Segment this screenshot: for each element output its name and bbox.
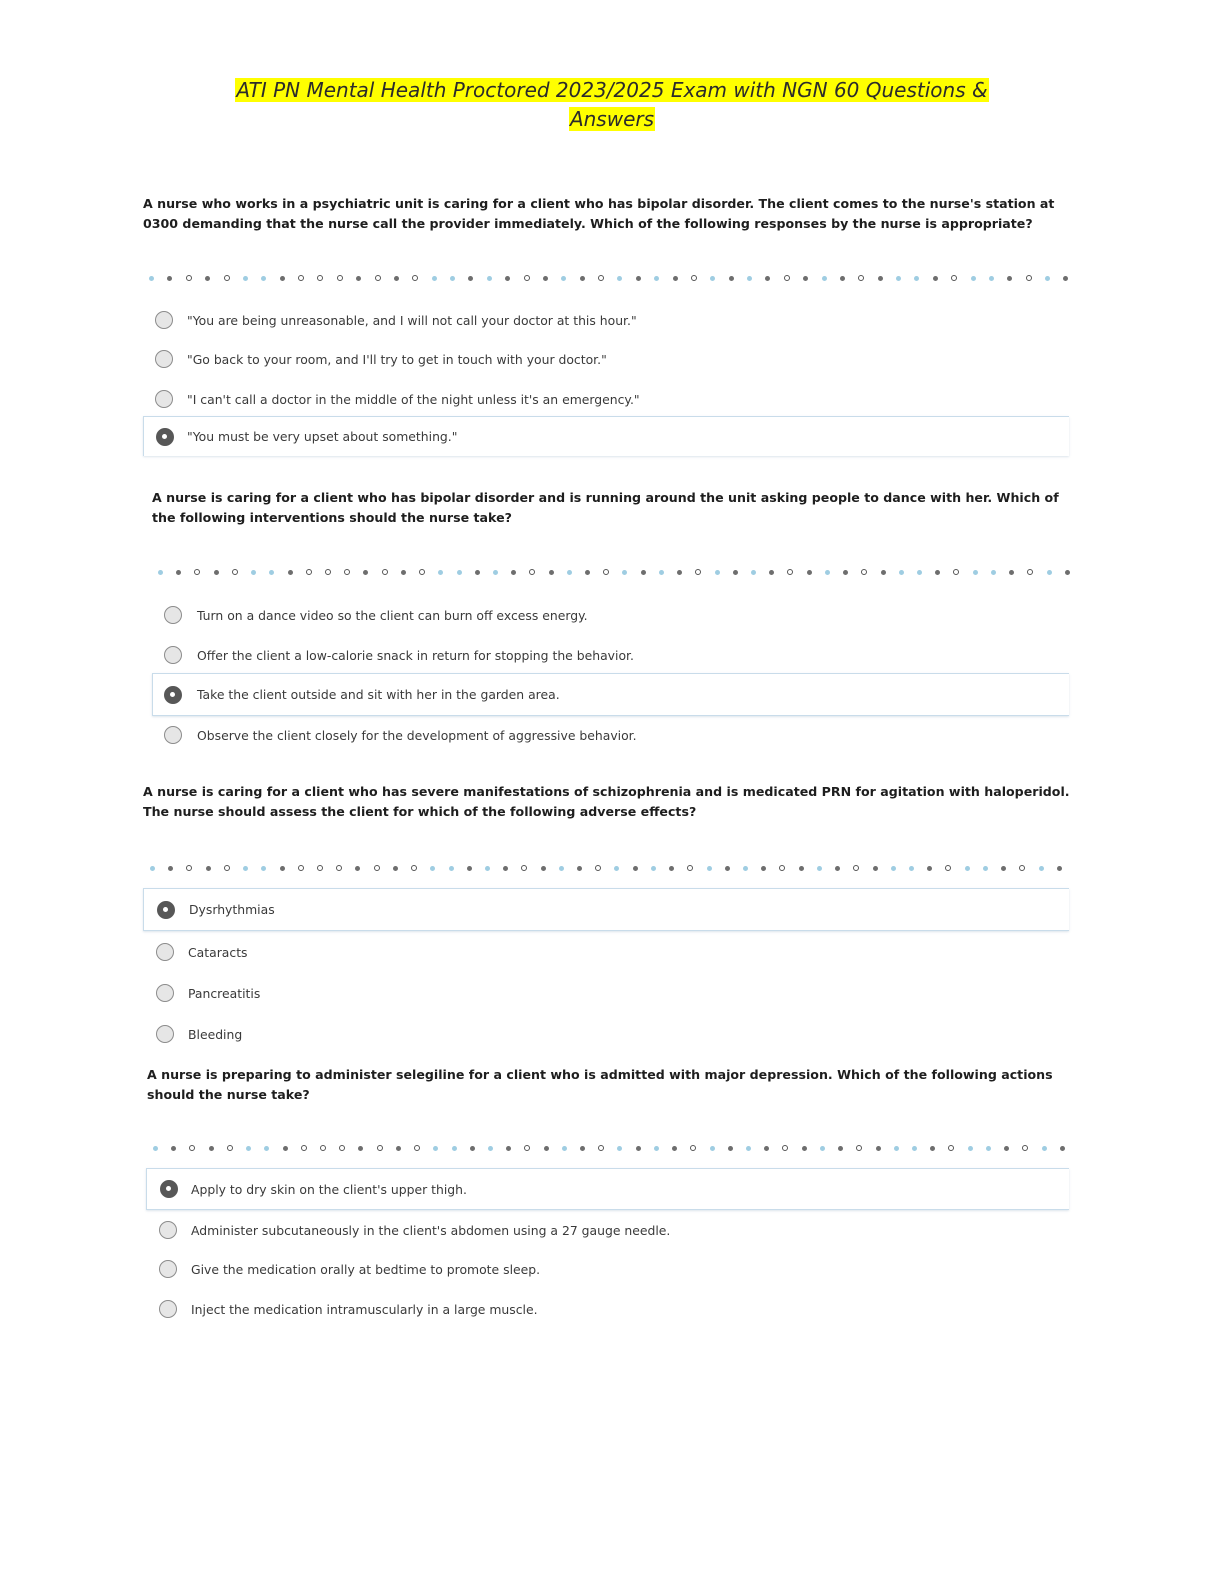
- radio-button-selected[interactable]: [157, 901, 175, 919]
- divider-dot: [529, 569, 535, 575]
- divider-dot: [817, 866, 822, 871]
- divider-dot: [261, 866, 266, 871]
- divider-dot: [419, 569, 425, 575]
- radio-button[interactable]: [155, 311, 173, 329]
- divider-dot: [298, 275, 304, 281]
- radio-button[interactable]: [159, 1260, 177, 1278]
- divider-dot: [1009, 570, 1014, 575]
- divider-dot: [506, 1146, 511, 1151]
- divider-dot: [971, 276, 976, 281]
- divider-dot: [858, 275, 864, 281]
- divider-dot: [521, 865, 527, 871]
- answer-label: Cataracts: [188, 944, 248, 960]
- dot-divider: [150, 864, 1062, 872]
- radio-button[interactable]: [156, 984, 174, 1002]
- divider-dot: [559, 866, 564, 871]
- divider-dot: [269, 570, 274, 575]
- divider-dot: [580, 276, 585, 281]
- answer-option[interactable]: [152, 635, 1069, 675]
- answer-option[interactable]: [146, 1210, 1069, 1250]
- divider-dot: [375, 275, 381, 281]
- divider-dot: [677, 570, 682, 575]
- divider-dot: [707, 866, 712, 871]
- divider-dot: [896, 276, 901, 281]
- divider-dot: [803, 276, 808, 281]
- divider-dot: [457, 570, 462, 575]
- divider-dot: [214, 570, 219, 575]
- divider-dot: [488, 1146, 493, 1151]
- divider-dot: [695, 569, 701, 575]
- answer-option[interactable]: [152, 595, 1069, 635]
- divider-dot: [511, 570, 516, 575]
- divider-dot: [412, 275, 418, 281]
- divider-dot: [585, 570, 590, 575]
- divider-dot: [317, 865, 323, 871]
- divider-dot: [317, 275, 323, 281]
- divider-dot: [224, 275, 230, 281]
- divider-dot: [899, 570, 904, 575]
- divider-dot: [687, 865, 693, 871]
- divider-dot: [339, 1145, 345, 1151]
- divider-dot: [761, 866, 766, 871]
- divider-dot: [787, 569, 793, 575]
- divider-dot: [654, 276, 659, 281]
- answer-option-selected[interactable]: [152, 673, 1069, 716]
- radio-button-selected[interactable]: [164, 686, 182, 704]
- answer-option[interactable]: [146, 1289, 1069, 1329]
- divider-dot: [651, 866, 656, 871]
- divider-dot: [467, 866, 472, 871]
- divider-dot: [487, 276, 492, 281]
- divider-dot: [283, 1146, 288, 1151]
- divider-dot: [614, 866, 619, 871]
- divider-dot: [503, 866, 508, 871]
- answer-label: "You must be very upset about something.": [187, 429, 458, 444]
- divider-dot: [769, 570, 774, 575]
- divider-dot: [168, 866, 173, 871]
- radio-button[interactable]: [164, 646, 182, 664]
- divider-dot: [396, 1146, 401, 1151]
- divider-dot: [891, 866, 896, 871]
- divider-dot: [710, 276, 715, 281]
- divider-dot: [1027, 569, 1033, 575]
- divider-dot: [298, 865, 304, 871]
- answer-label: Dysrhythmias: [189, 902, 275, 917]
- divider-dot: [524, 1145, 530, 1151]
- document-header: [0, 76, 1224, 134]
- divider-dot: [822, 276, 827, 281]
- divider-dot: [449, 866, 454, 871]
- divider-dot: [411, 865, 417, 871]
- divider-dot: [729, 276, 734, 281]
- divider-dot: [733, 570, 738, 575]
- radio-button[interactable]: [164, 606, 182, 624]
- divider-dot: [930, 1146, 935, 1151]
- divider-dot: [561, 276, 566, 281]
- divider-dot: [927, 866, 932, 871]
- divider-dot: [567, 570, 572, 575]
- divider-dot: [150, 866, 155, 871]
- dot-divider: [153, 1144, 1065, 1152]
- divider-dot: [659, 570, 664, 575]
- divider-dot: [1047, 570, 1052, 575]
- divider-dot: [344, 569, 350, 575]
- radio-button[interactable]: [156, 1025, 174, 1043]
- answer-label: Bleeding: [188, 1026, 243, 1042]
- answer-option-selected[interactable]: [146, 1168, 1069, 1210]
- divider-dot: [325, 569, 331, 575]
- divider-dot: [337, 275, 343, 281]
- divider-dot: [288, 570, 293, 575]
- divider-dot: [377, 1145, 383, 1151]
- divider-dot: [598, 1145, 604, 1151]
- divider-dot: [485, 866, 490, 871]
- divider-dot: [973, 570, 978, 575]
- divider-dot: [802, 1146, 807, 1151]
- divider-dot: [654, 1146, 659, 1151]
- divider-dot: [953, 569, 959, 575]
- divider-dot: [838, 1146, 843, 1151]
- divider-dot: [669, 866, 674, 871]
- divider-dot: [393, 866, 398, 871]
- divider-dot: [524, 275, 530, 281]
- divider-dot: [622, 570, 627, 575]
- radio-button[interactable]: [159, 1300, 177, 1318]
- divider-dot: [691, 275, 697, 281]
- divider-dot: [820, 1146, 825, 1151]
- divider-dot: [438, 570, 443, 575]
- divider-dot: [951, 275, 957, 281]
- divider-dot: [205, 276, 210, 281]
- answer-label: Pancreatitis: [188, 985, 261, 1001]
- divider-dot: [764, 1146, 769, 1151]
- answer-label: Observe the client closely for the development of aggressive behavior.: [197, 727, 637, 743]
- divider-dot: [991, 570, 996, 575]
- divider-dot: [493, 570, 498, 575]
- divider-dot: [382, 569, 388, 575]
- divider-dot: [452, 1146, 457, 1151]
- radio-button[interactable]: [164, 726, 182, 744]
- answer-label: "Go back to your room, and I'll try to get in touch with your doctor.": [187, 351, 607, 367]
- document-title: [0, 76, 1224, 134]
- answer-label: "I can't call a doctor in the middle of the night unless it's an emergency.": [187, 391, 640, 407]
- question-text: A nurse who works in a psychiatric unit is caring for a client who has bipolar disorder. The client comes to the nurse's station at 0300 demanding that the nurse call the provider immediately. Which of the following responses by the nurse is appropriate?: [143, 196, 1055, 231]
- divider-dot: [543, 276, 548, 281]
- divider-dot: [232, 569, 238, 575]
- divider-dot: [876, 1146, 881, 1151]
- divider-dot: [843, 570, 848, 575]
- divider-dot: [251, 570, 256, 575]
- divider-dot: [320, 1145, 326, 1151]
- divider-dot: [433, 1146, 438, 1151]
- answer-label: Administer subcutaneously in the client's abdomen using a 27 gauge needle.: [191, 1222, 671, 1238]
- divider-dot: [743, 866, 748, 871]
- question-text: A nurse is preparing to administer selegiline for a client who is admitted with major depression. Which of the following actions should the nurse take?: [147, 1067, 1053, 1102]
- answer-label: "You are being unreasonable, and I will not call your doctor at this hour.": [187, 312, 637, 328]
- answer-option[interactable]: [143, 973, 1069, 1013]
- divider-dot: [825, 570, 830, 575]
- divider-dot: [1019, 865, 1025, 871]
- divider-dot: [1060, 1146, 1065, 1151]
- divider-dot: [633, 866, 638, 871]
- answer-option[interactable]: [146, 1249, 1069, 1289]
- divider-dot: [989, 276, 994, 281]
- divider-dot: [167, 276, 172, 281]
- answer-label: Inject the medication intramuscularly in a large muscle.: [191, 1301, 538, 1317]
- divider-dot: [306, 569, 312, 575]
- divider-dot: [1042, 1146, 1047, 1151]
- divider-dot: [747, 276, 752, 281]
- divider-dot: [799, 866, 804, 871]
- divider-dot: [1001, 866, 1006, 871]
- radio-button[interactable]: [155, 350, 173, 368]
- radio-button-selected[interactable]: [160, 1180, 178, 1198]
- radio-button[interactable]: [156, 943, 174, 961]
- divider-dot: [807, 570, 812, 575]
- divider-dot: [835, 866, 840, 871]
- divider-dot: [468, 276, 473, 281]
- divider-dot: [356, 276, 361, 281]
- divider-dot: [1065, 570, 1070, 575]
- divider-dot: [784, 275, 790, 281]
- divider-dot: [401, 570, 406, 575]
- divider-dot: [153, 1146, 158, 1151]
- answer-option-selected[interactable]: [143, 888, 1069, 931]
- divider-dot: [475, 570, 480, 575]
- divider-dot: [948, 1145, 954, 1151]
- divider-dot: [672, 1146, 677, 1151]
- radio-button[interactable]: [155, 390, 173, 408]
- divider-dot: [194, 569, 200, 575]
- divider-dot: [779, 865, 785, 871]
- answer-label: Give the medication orally at bedtime to promote sleep.: [191, 1261, 541, 1277]
- answer-label: Turn on a dance video so the client can burn off excess energy.: [197, 607, 588, 623]
- divider-dot: [176, 570, 181, 575]
- divider-dot: [690, 1145, 696, 1151]
- divider-dot: [746, 1146, 751, 1151]
- divider-dot: [917, 570, 922, 575]
- divider-dot: [710, 1146, 715, 1151]
- divider-dot: [1026, 275, 1032, 281]
- divider-dot: [914, 276, 919, 281]
- divider-dot: [541, 866, 546, 871]
- divider-dot: [301, 1145, 307, 1151]
- divider-dot: [617, 1146, 622, 1151]
- divider-dot: [577, 866, 582, 871]
- divider-dot: [358, 1146, 363, 1151]
- divider-dot: [470, 1146, 475, 1151]
- divider-dot: [280, 276, 285, 281]
- divider-dot: [782, 1145, 788, 1151]
- divider-dot: [595, 865, 601, 871]
- divider-dot: [246, 1146, 251, 1151]
- divider-dot: [355, 866, 360, 871]
- divider-dot: [186, 275, 192, 281]
- divider-dot: [965, 866, 970, 871]
- divider-dot: [280, 866, 285, 871]
- divider-dot: [394, 276, 399, 281]
- divider-dot: [336, 865, 342, 871]
- divider-dot: [1007, 276, 1012, 281]
- divider-dot: [1039, 866, 1044, 871]
- divider-dot: [1022, 1145, 1028, 1151]
- answer-option[interactable]: [143, 300, 1069, 340]
- divider-dot: [636, 1146, 641, 1151]
- divider-dot: [243, 276, 248, 281]
- divider-dot: [856, 1145, 862, 1151]
- divider-dot: [636, 276, 641, 281]
- divider-dot: [224, 865, 230, 871]
- divider-dot: [414, 1145, 420, 1151]
- divider-dot: [1063, 276, 1068, 281]
- divider-dot: [983, 866, 988, 871]
- divider-dot: [580, 1146, 585, 1151]
- radio-button[interactable]: [159, 1221, 177, 1239]
- divider-dot: [149, 276, 154, 281]
- divider-dot: [909, 866, 914, 871]
- divider-dot: [264, 1146, 269, 1151]
- radio-button-selected[interactable]: [156, 428, 174, 446]
- divider-dot: [430, 866, 435, 871]
- divider-dot: [986, 1146, 991, 1151]
- divider-dot: [549, 570, 554, 575]
- divider-dot: [261, 276, 266, 281]
- answer-label: Offer the client a low-calorie snack in return for stopping the behavior.: [197, 647, 634, 663]
- answer-option[interactable]: [143, 379, 1069, 419]
- divider-dot: [728, 1146, 733, 1151]
- dot-divider: [158, 568, 1070, 576]
- title-line-2: Answers: [569, 107, 655, 131]
- divider-dot: [243, 866, 248, 871]
- answer-label: Take the client outside and sit with her in the garden area.: [197, 687, 560, 702]
- divider-dot: [894, 1146, 899, 1151]
- divider-dot: [725, 866, 730, 871]
- divider-dot: [933, 276, 938, 281]
- divider-dot: [186, 865, 192, 871]
- question-text: A nurse is caring for a client who has severe manifestations of schizophrenia and is medicated PRN for agitation with haloperidol. The nurse should assess the client for which of the following adverse effects?: [143, 784, 1070, 819]
- divider-dot: [765, 276, 770, 281]
- divider-dot: [617, 276, 622, 281]
- divider-dot: [878, 276, 883, 281]
- answer-option[interactable]: [143, 932, 1069, 972]
- divider-dot: [673, 276, 678, 281]
- divider-dot: [881, 570, 886, 575]
- divider-dot: [945, 865, 951, 871]
- answer-option[interactable]: [152, 715, 1069, 755]
- divider-dot: [853, 865, 859, 871]
- divider-dot: [715, 570, 720, 575]
- divider-dot: [840, 276, 845, 281]
- divider-dot: [861, 569, 867, 575]
- divider-dot: [206, 866, 211, 871]
- divider-dot: [374, 865, 380, 871]
- answer-label: Apply to dry skin on the client's upper thigh.: [191, 1181, 467, 1197]
- divider-dot: [912, 1146, 917, 1151]
- divider-dot: [432, 276, 437, 281]
- divider-dot: [227, 1145, 233, 1151]
- divider-dot: [189, 1145, 195, 1151]
- divider-dot: [562, 1146, 567, 1151]
- divider-dot: [641, 570, 646, 575]
- divider-dot: [1004, 1146, 1009, 1151]
- divider-dot: [171, 1146, 176, 1151]
- divider-dot: [450, 276, 455, 281]
- divider-dot: [1045, 276, 1050, 281]
- divider-dot: [603, 569, 609, 575]
- dot-divider: [149, 274, 1069, 282]
- divider-dot: [751, 570, 756, 575]
- title-line-1: ATI PN Mental Health Proctored 2023/2025 Exam with NGN 60 Questions &: [236, 78, 988, 102]
- divider-dot: [209, 1146, 214, 1151]
- divider-dot: [158, 570, 163, 575]
- answer-option[interactable]: [143, 339, 1069, 379]
- divider-dot: [505, 276, 510, 281]
- divider-dot: [1057, 866, 1062, 871]
- divider-dot: [363, 570, 368, 575]
- divider-dot: [968, 1146, 973, 1151]
- divider-dot: [544, 1146, 549, 1151]
- divider-dot: [935, 570, 940, 575]
- answer-option[interactable]: [143, 1014, 1069, 1054]
- divider-dot: [598, 275, 604, 281]
- divider-dot: [873, 866, 878, 871]
- question-text: A nurse is caring for a client who has bipolar disorder and is running around the unit asking people to dance with her. Which of the following interventions should the nurse take?: [152, 490, 1059, 525]
- answer-option-selected[interactable]: [143, 416, 1069, 456]
